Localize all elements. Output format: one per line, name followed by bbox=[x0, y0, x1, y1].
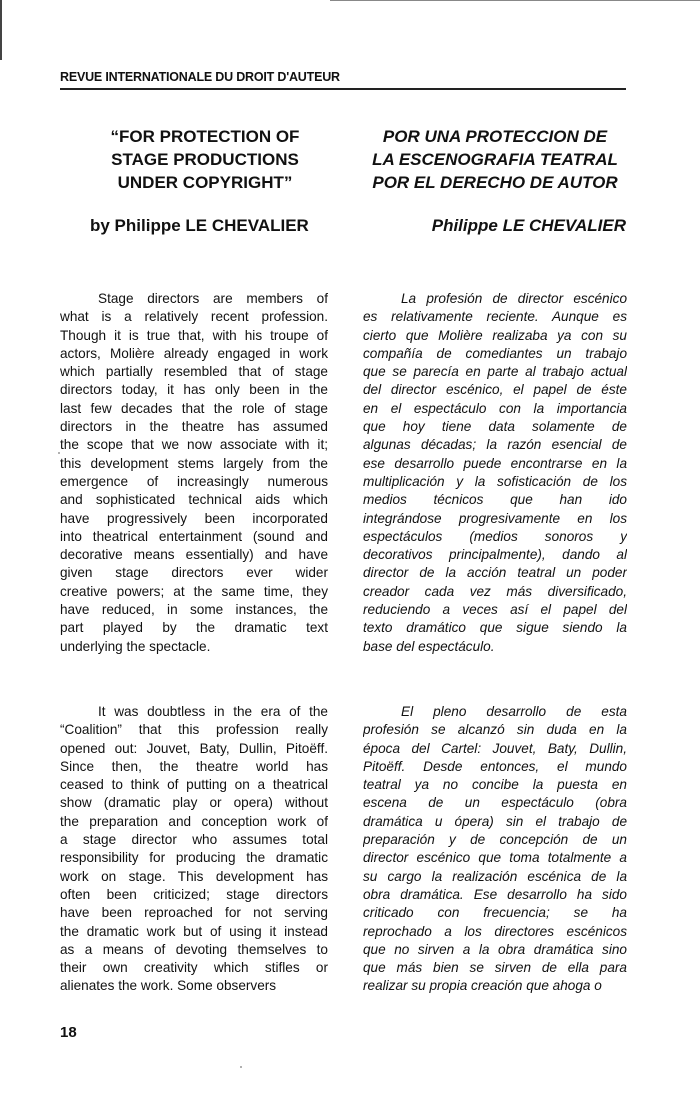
text-line: the dramatic work but of using it instead bbox=[60, 923, 328, 939]
text-line: profesión se alcanzó sin duda en la bbox=[363, 722, 627, 738]
text-line: It was doubtless in the era of the bbox=[98, 704, 328, 719]
text-line: have been reproached for not serving bbox=[60, 905, 328, 921]
text-line: Stage directors are members of bbox=[98, 291, 328, 306]
text-line: the scope that we now associate with it; bbox=[60, 437, 328, 453]
spanish-author: Philippe LE CHEVALIER bbox=[431, 216, 626, 235]
text-line: que más bien se sirven de ella para bbox=[363, 960, 627, 976]
text-line: multiplicación y la sofisticación de los bbox=[363, 473, 627, 489]
english-paragraph-2 bbox=[60, 703, 328, 996]
text-line: responsibility for producing the dramatic bbox=[60, 850, 328, 866]
text-line: directors today, it has only been in the bbox=[60, 382, 328, 398]
text-line: director escénico que toma totalmente a bbox=[363, 850, 627, 866]
english-title-line: STAGE PRODUCTIONS bbox=[111, 150, 299, 169]
text-line: as a means of devoting themselves to bbox=[60, 941, 328, 957]
header-rule bbox=[60, 88, 626, 90]
spanish-paragraph-2 bbox=[363, 703, 627, 996]
text-line: given stage directors ever wider bbox=[60, 565, 328, 581]
text-line: actors, Molière already engaged in work bbox=[60, 345, 328, 361]
text-line: integrándose progresivamente en los bbox=[363, 510, 627, 526]
running-head: REVUE INTERNATIONALE DU DROIT D'AUTEUR bbox=[60, 70, 340, 84]
text-line: época del Cartel: Jouvet, Baty, Dullin, bbox=[363, 740, 627, 756]
text-line: what is a relatively recent profession. bbox=[60, 309, 328, 325]
text-line: cierto que Molière realizaba ya con su bbox=[363, 327, 627, 343]
text-line: escena de un espectáculo (obra bbox=[363, 795, 627, 811]
text-line: realizar su propia creación que ahoga o bbox=[363, 978, 602, 994]
text-line: del director escénico, el papel de éste bbox=[363, 382, 627, 398]
spanish-title-line: LA ESCENOGRAFIA TEATRAL bbox=[372, 150, 618, 169]
text-line: El pleno desarrollo de esta bbox=[401, 704, 627, 719]
text-line: the preparation and conception work of bbox=[60, 813, 328, 829]
text-line: have progressively been incorporated bbox=[60, 510, 328, 526]
text-line: es relativamente reciente. Aunque es bbox=[363, 309, 627, 325]
text-line: a stage director who assumes total bbox=[60, 832, 328, 848]
text-line: Since then, the theatre world has bbox=[60, 758, 328, 774]
text-line: Pitoëff. Desde entonces, el mundo bbox=[363, 758, 627, 774]
text-line: La profesión de director escénico bbox=[401, 291, 627, 306]
text-line: preparación y de concepción de un bbox=[363, 832, 627, 848]
text-line: underlying the spectacle. bbox=[60, 638, 211, 654]
text-line: su cargo la realización escénica de la bbox=[363, 868, 627, 884]
text-line: often been criticized; stage directors bbox=[60, 886, 328, 902]
english-title-line: UNDER COPYRIGHT” bbox=[117, 173, 293, 192]
scan-top-edge bbox=[330, 0, 700, 1]
english-title bbox=[60, 125, 350, 194]
text-line: base del espectáculo. bbox=[363, 638, 495, 654]
text-line: have reduced, in some instances, the bbox=[60, 602, 328, 618]
text-line: show (dramatic play or opera) without bbox=[60, 795, 328, 811]
english-title-line: “FOR PROTECTION OF bbox=[110, 127, 300, 146]
scan-edge-mark bbox=[0, 0, 2, 60]
spanish-paragraph-1 bbox=[363, 290, 627, 656]
text-line: ceased to think of putting on a theatrical bbox=[60, 777, 328, 793]
text-line: espectáculos (medios sonoros y bbox=[363, 528, 627, 544]
text-line: teatral ya no concibe la puesta en bbox=[363, 777, 627, 793]
text-line: work on stage. This development has bbox=[60, 868, 328, 884]
text-line: creative powers; at the same time, they bbox=[60, 583, 328, 599]
text-line: director de la acción teatral un poder bbox=[363, 565, 627, 581]
text-line: decorative means essentially) and have bbox=[60, 547, 328, 563]
text-line: this development stems largely from the bbox=[60, 455, 328, 471]
text-line: texto dramático que sigue siendo la bbox=[363, 620, 627, 636]
text-line: ese desarrollo puede encontrarse en la bbox=[363, 455, 627, 471]
text-line: emergence of increasingly numerous bbox=[60, 473, 328, 489]
spanish-title bbox=[360, 125, 630, 194]
text-line: Though it is true that, with his troupe of bbox=[60, 327, 328, 343]
text-line: reprochado a los directores escénicos bbox=[363, 923, 627, 939]
text-line: alienates the work. Some observers bbox=[60, 978, 277, 994]
text-line: opened out: Jouvet, Baty, Dullin, Pitoëff. bbox=[60, 740, 328, 756]
spanish-title-line: POR UNA PROTECCION DE bbox=[382, 127, 608, 146]
text-line: their own creativity which stifles or bbox=[60, 960, 328, 976]
text-line: reduciendo a veces así el papel del bbox=[363, 602, 627, 618]
text-line: “Coalition” that this profession really bbox=[60, 722, 328, 738]
scan-speck bbox=[240, 1066, 242, 1068]
scan-speck bbox=[58, 452, 60, 454]
text-line: directors in the theatre has assumed bbox=[60, 419, 328, 435]
spanish-title-line: POR EL DERECHO DE AUTOR bbox=[372, 173, 618, 192]
text-line: creador cada vez más diversificado, bbox=[363, 583, 627, 599]
text-line: que no sirven a la obra dramática sino bbox=[363, 941, 627, 957]
text-line: criticado con frecuencia; se ha bbox=[363, 905, 627, 921]
english-paragraph-1 bbox=[60, 290, 328, 656]
text-line: medios técnicos que han ido bbox=[363, 492, 627, 508]
text-line: en el espectáculo con la importancia bbox=[363, 400, 627, 416]
text-line: which partially resembled that of stage bbox=[60, 364, 328, 380]
page-number: 18 bbox=[60, 1024, 77, 1041]
text-line: part played by the dramatic text bbox=[60, 620, 328, 636]
text-line: dramática u ópera) sin el trabajo de bbox=[363, 813, 627, 829]
text-line: and sophisticated technical aids which bbox=[60, 492, 328, 508]
text-line: compañía de comediantes un trabajo bbox=[363, 345, 627, 361]
text-line: que se parecía en parte al trabajo actual bbox=[363, 364, 627, 380]
english-author: by Philippe LE CHEVALIER bbox=[90, 216, 309, 235]
text-line: into theatrical entertainment (sound and bbox=[60, 528, 328, 544]
text-line: decorativos principalmente), dando al bbox=[363, 547, 627, 563]
text-line: que hoy tiene data solamente de bbox=[363, 419, 627, 435]
text-line: algunas décadas; la razón esencial de bbox=[363, 437, 627, 453]
text-line: obra dramática. Ese desarrollo ha sido bbox=[363, 886, 627, 902]
text-line: last few decades that the role of stage bbox=[60, 400, 328, 416]
